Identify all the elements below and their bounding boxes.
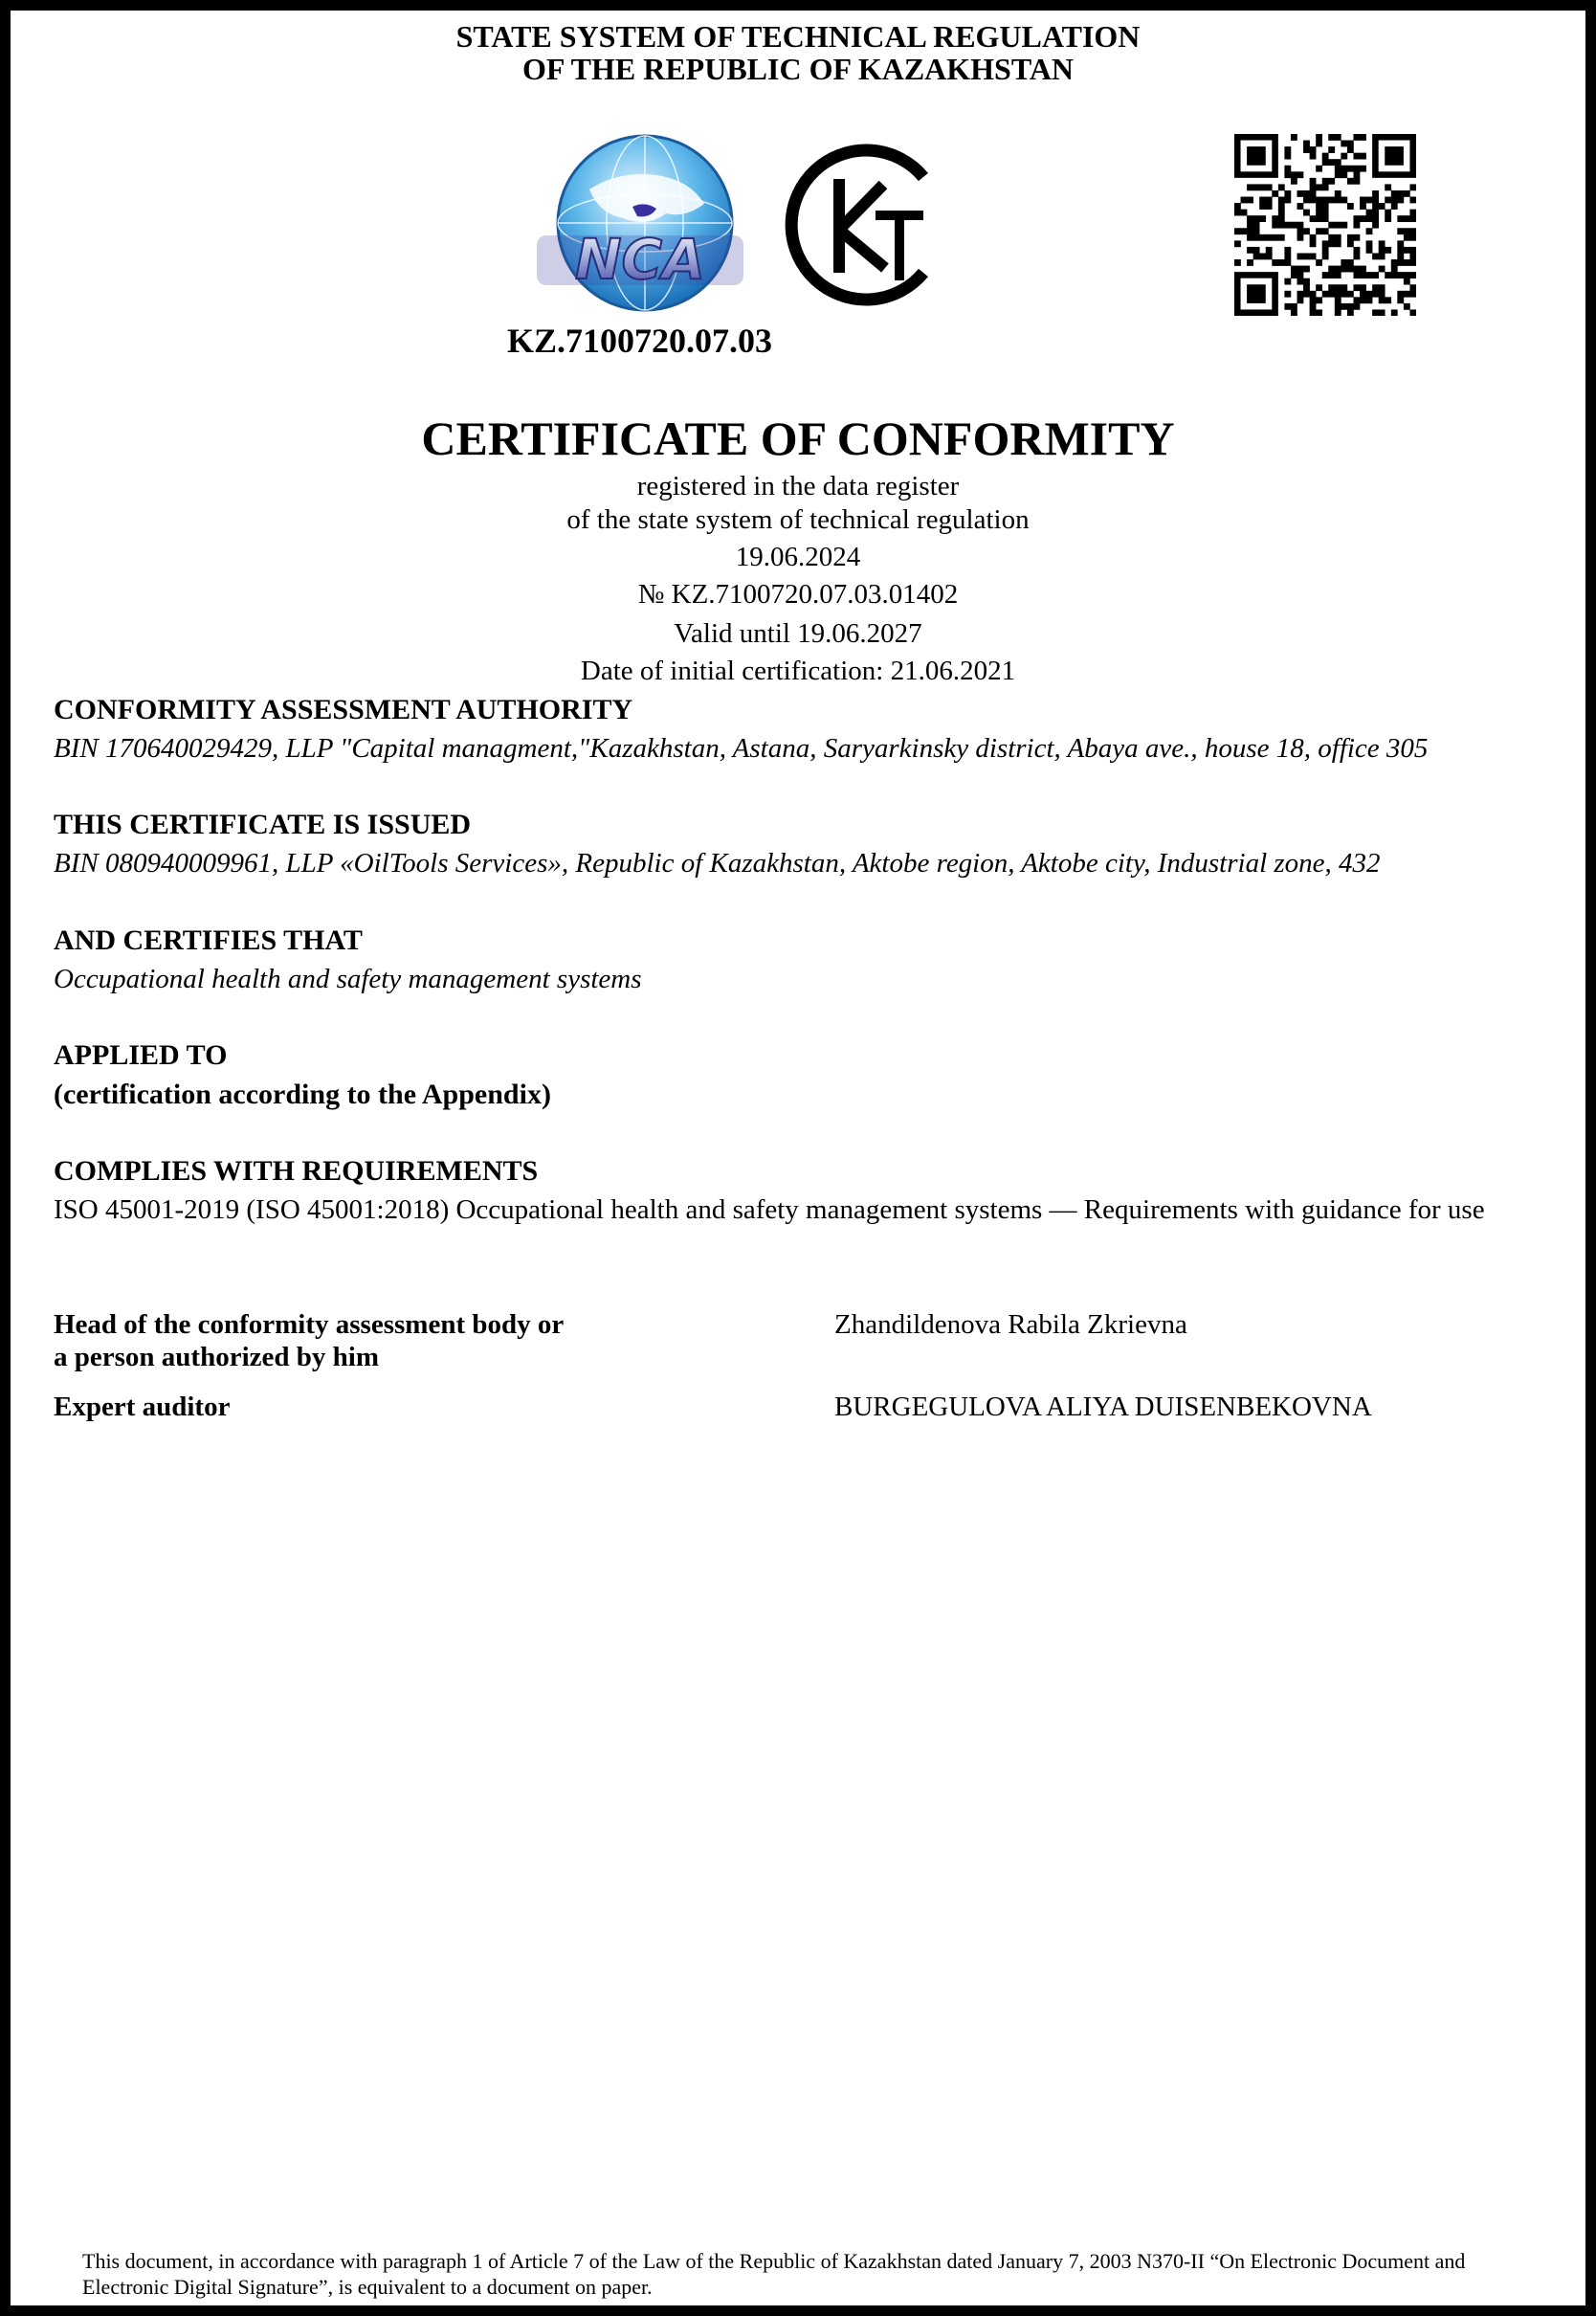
certificate-title: CERTIFICATE OF CONFORMITY — [421, 412, 1175, 465]
legal-footnote: This document, in accordance with paragraph 1 of Article 7 of the Law of the Republic of Kazakhstan dated January 7, 2003 N370-II “On Electronic Document and Electronic Digital Signature”, is equivalent to a document on paper. — [82, 2249, 1466, 2299]
qr-code[interactable] — [1234, 134, 1416, 316]
head-name: Zhandildenova Rabila Zkrievna — [834, 1309, 1187, 1340]
auditor-label: Expert auditor — [54, 1392, 231, 1422]
applied-subheading: (certification according to the Appendix) — [54, 1079, 551, 1110]
registered-line-2: of the state system of technical regulation — [566, 504, 1030, 535]
applied-heading: APPLIED TO — [54, 1039, 228, 1071]
certifies-text: Occupational health and safety management systems — [54, 964, 642, 994]
nca-logo — [532, 132, 748, 318]
complies-heading: COMPLIES WITH REQUIREMENTS — [54, 1155, 539, 1187]
nca-logo-text: NCA — [575, 227, 705, 292]
head-label-line-2: a person authorized by him — [54, 1342, 379, 1372]
registration-date: 19.06.2024 — [735, 542, 861, 572]
complies-text: ISO 45001-2019 (ISO 45001:2018) Occupational health and safety management systems — Requirements with guidance for use — [54, 1194, 1485, 1225]
registered-line-1: registered in the data register — [636, 471, 960, 501]
authority-heading: CONFORMITY ASSESSMENT AUTHORITY — [54, 694, 633, 725]
kz-conformity-mark — [780, 139, 944, 311]
issued-heading: THIS CERTIFICATE IS ISSUED — [54, 809, 472, 840]
auditor-name: BURGEGULOVA ALIYA DUISENBEKOVNA — [834, 1392, 1372, 1422]
initial-certification-date: Date of initial certification: 21.06.2021 — [580, 656, 1016, 686]
header-line-1: STATE SYSTEM OF TECHNICAL REGULATION — [455, 19, 1141, 54]
authority-text: BIN 170640029429, LLP "Capital managment,"Kazakhstan, Astana, Saryarkinsky district, Abaya ave., house 18, office 305 — [54, 733, 1429, 764]
valid-until: Valid until 19.06.2027 — [674, 618, 922, 649]
certifies-heading: AND CERTIFIES THAT — [54, 924, 363, 956]
issued-text: BIN 080940009961, LLP «OilTools Services», Republic of Kazakhstan, Aktobe region, Aktobe city, Industrial zone, 432 — [54, 848, 1381, 879]
registration-code: KZ.7100720.07.03 — [507, 322, 773, 360]
certificate-number: № KZ.7100720.07.03.01402 — [637, 579, 959, 610]
head-label-line-1: Head of the conformity assessment body or — [54, 1309, 565, 1340]
header-line-2: OF THE REPUBLIC OF KAZAKHSTAN — [521, 52, 1075, 86]
